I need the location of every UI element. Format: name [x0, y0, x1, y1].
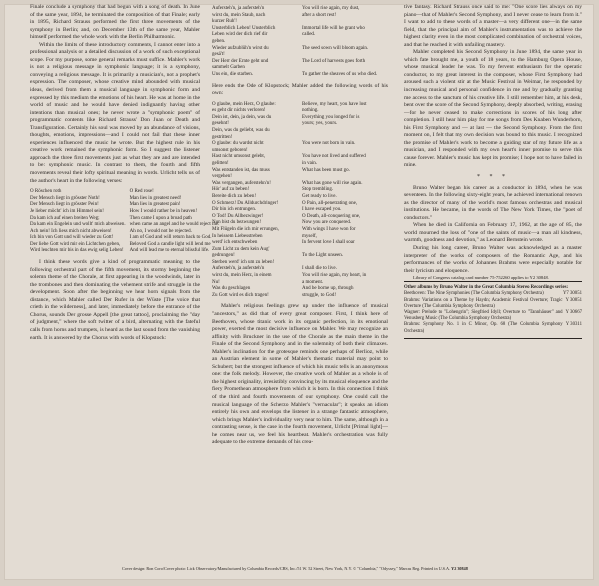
poem-line: Get ready to live. [302, 193, 337, 199]
poem-line: Mit Flügeln die ich mir errungen, [212, 226, 279, 232]
poem-line: Der Mensch liegt in grösster Noth! [30, 195, 100, 201]
poem-line: And be borne up, through [302, 286, 354, 292]
poem-line: Da kam ich auf einen breiten Weg; [30, 215, 100, 221]
poem-german [212, 6, 298, 79]
poem-line: You will rise again, my heart, in [302, 273, 367, 279]
poem-line: Ich bin von Gott und will wieder zu Gott! [30, 235, 114, 241]
album-title: Brahms: Symphony No. 1 in C Minor, Op. 68 (The Columbia Symphony Orchestra) [404, 322, 563, 334]
poem-line: Nu! [212, 279, 220, 285]
poem-line: O glaube, mein Herz, O glaube: [212, 101, 276, 107]
poem-line: Ah no, I would not be rejected. [129, 228, 192, 234]
poem-line: Aufersteh'n, ja aufersteh'n [212, 6, 265, 11]
poem-line: kurzer Ruh'! [212, 19, 237, 25]
poem-line [302, 19, 388, 26]
poem-line: Believe, my heart, you have lost [302, 101, 367, 107]
poem-line: nothing. [302, 108, 319, 114]
album-code: Y 30311 [565, 322, 582, 328]
poem-line: Aufersteh'n, ja aufersteh'n [212, 266, 265, 272]
poem-line [302, 128, 388, 135]
poem-line: called. [302, 32, 316, 38]
paragraph: Mahler's religious feelings grew up under the influence of musical "ancestors," as did that of every great composer. First, I think here of Beethoven, whose titanic work in its organic perfection, in its emotional power, exerted the most decisive influence on Mahler. We may recognize an affinity with Bruckner in the use of the Chorale as the main theme in the Finale of the Second Symphony and in the solemnity of both their climaxes. Mahler's inclination for the grotesque reminds one perhaps of Berlioz, while an Austrian element in some of Mahler's thematic material may point to Schubert; but the strongest influence of which his music tells is an anonymous one: the folk melody. However, the creative work of Mahler as a whole is of the highest originality, irresistibly convincing by its musical eloquence and the fiery Promethean atmosphere from which it is born. In this connection I think of the third and fourth movements of our symphony. One could call the musical language of the Scherzo Mahler's "vernacular"; it speaks an idiom entirely his own and envelops the listener in a strange fantastic atmosphere, which brings Mahler's individuality very near to him. The same, although in a contrasting sense, is the case in the fourth movement, Urlicht [Primal light]—he comes near us, we feel his heartbeat. Mahler's orchestration was fully adequate to the extreme demands of his crea- [212, 303, 388, 446]
poem-line: gelitten! [212, 160, 229, 166]
poem-line [302, 65, 388, 72]
poem-line: Dein, was du geliebt, was du [212, 128, 270, 133]
poem-english [130, 189, 220, 255]
liner-notes-sleeve [4, 4, 594, 580]
poem-line: Bereite dich zu leben! [212, 193, 257, 199]
poem-english [302, 6, 388, 79]
poem-line [302, 148, 388, 155]
poem-line: Dir bin ich entrungen. [212, 207, 257, 213]
poem-line: gesä't! [212, 52, 225, 58]
credits-text: Cover design: Ron Coro/Cover photo: Lick Observatory/Manufactured by Columbia Records/CBS, Inc./51 W. 52 Street, New York, N.Y. © "Columbia," "Odyssey," Marcas Reg. Printed in U.S.A. [122, 566, 451, 571]
poem-line: werd' ich entschweben [212, 240, 258, 246]
poem-line: How I would rather be in heaven! [129, 208, 198, 214]
poem-line: What has been must go. [302, 167, 350, 173]
poem-english [302, 102, 388, 300]
poem-line: Dein ist, dein, ja dein, was du [212, 114, 272, 120]
poem-line: I shall die to live. [302, 266, 337, 272]
poem-line: You were not born in vain. [302, 141, 356, 147]
poem-line: I have escaped you. [302, 207, 342, 213]
poem-line: Sterben werd' ich um zu leben! [212, 259, 275, 265]
paragraph: Within the limits of these introductory comments, I cannot enter into a professional analysis or a detailed discussion of a work of such exceptional scope. For my purpose, some general remarks must suffice. Mahler's work is not a religious message in symphonic language; it is a symphony, conveying a religious message. It is primarily a musician's, not a prophet's expression. The composer, whose creative mind abounded with musical ideas, derived from them a musical language in symphonic form and expressed by this medium the emotions of his heart. He was at home in the world of music and he would have denied indignantly having other intentions than musical ones; he never wrote a "symphonic poem" of programmatic contents like Richard Strauss' Don Juan or Death and Transfiguration. Certainly his soul was moved by an abundance of visions, thoughts, emotions, impressions—and I could not fail that these inner experiences influenced the music he wrote. But the highest rule in his creative work remained the symphonic form. So I suggest the listener approach the three first movements just as what they are and are intended to be: symphonic music. In contrast to them, the fourth and fifth movements reveal their lofty spiritual meaning in words. Urlicht tells us of the author's heart in the following verses: [30, 41, 200, 184]
poem-line: Wieder aufzublüh'n wirst du [212, 45, 269, 51]
poem-line [302, 39, 388, 46]
paragraph: During his long career, Bruno Walter was acknowledged as a master interpreter of the works of composers of the Romantic Age, and his performances of the works of Johannes Brahms were especially notable for their lyricism and eloquence. [404, 244, 582, 274]
poem-line [302, 174, 388, 181]
poem-line: gesehnt! [212, 121, 229, 127]
poem-german [30, 189, 126, 255]
poem-line [302, 260, 388, 267]
poem-line: Hast nicht umsonst gelebt, [212, 154, 266, 160]
album-code: Y 30851 [565, 297, 582, 303]
poem-line: In fervent love I shall soar [302, 240, 355, 246]
poem-line: Was du geschlagen [212, 286, 251, 292]
poem-line: You have not lived and suffered [302, 154, 366, 160]
poem-line: Zum Licht zu dem kein Aug' [212, 246, 270, 252]
poem-line: Now you are conquered. [302, 220, 352, 226]
poem-line: In heissem Liebesstreben [212, 233, 263, 239]
poem-line: O glaube: du wardst nicht [212, 141, 264, 147]
poem-line: Wird leuchten mir bis in das ewig selig Leben! [30, 248, 124, 254]
poem-german [212, 102, 298, 300]
poem-line: Unsterblich Leben! Unsterblich [212, 25, 276, 31]
poem-line: Was entstanden ist, das muss [212, 167, 270, 173]
poem-line: I am of God and will return back to God. [129, 235, 212, 241]
poem-line: The seed sown will bloom again. [302, 45, 369, 51]
poem-line: Man lies in greatest need! [129, 195, 182, 201]
poem-line: Then came I upon a broad path [129, 215, 192, 221]
poem-line: Ach nein! Ich liess mich nicht abweisen! [30, 228, 112, 234]
liner-column-2 [212, 4, 388, 560]
paragraph: Mahler completed his Second Symphony in June 1894, the same year in which fate brought me, a youth of 18 years, to the Hamburg Opera House, whose musical leader he was. To my fervent enthusiasm for the operatic conductor, to my great interest in the composer, whose First Symphony had aroused such a violent stir at the Music Festival in Weimar, he responded by increasing musical and personal confidence in me and by gradually granting me access to the sanctum of his creative life. I still remember him, at his desk, bent over the score of the Second Symphony, deeply absorbed, writing, erasing—for he never ceased to make corrections in scores of his long after completion. I still hear him play for me songs from Des Knaben Wunderhorn, his First Symphony and — at last — the Second Symphony. From the first moment on, I felt that my own decision was bound to this music. I recognized the promise of Mahler's work to become a guiding star of my future life as a musician, and I responded with my own heart's inner promise to serve this cause forever. Mahler's music has kept its promise; I hope not to have failed in mine. [404, 49, 582, 169]
poem-line: after a short rest! [302, 12, 337, 18]
poem-line: Leben wird der dich rief dir [212, 32, 268, 38]
poem-line: To the Light unseen. [302, 253, 344, 259]
poem-line: geben. [212, 38, 226, 44]
poem-line: Stop trembling. [302, 187, 334, 193]
poem-line: Der liebe Gott wird mir ein Lichtchen geben, [30, 241, 121, 247]
poem-line: O Röschen roth [30, 189, 62, 195]
other-albums-list [404, 291, 582, 334]
paragraph: Bruno Walter began his career as a conductor in 1894, when he was seventeen. In the following sixty-eight years, he achieved international renown as the director of many of the world's most famous orchestras and musical institutions. He became, in the words of The New York Times, the "poet of conductors." [404, 184, 582, 221]
poem-line: The Lord of harvests goes forth [302, 58, 366, 64]
poem-line: What has gone will rise again. [302, 180, 363, 186]
poem-line [302, 247, 388, 254]
poem-line: And will lead me to eternal blissful life. [129, 248, 210, 254]
album-entry [404, 298, 582, 310]
poem-line: Hör' auf zu beben! [212, 187, 250, 193]
catalog-number: Y2 30848 [451, 566, 468, 571]
poem-line: With wings I have won for [302, 226, 356, 232]
album-code: Y 30667 [565, 309, 582, 315]
poem-line [302, 52, 388, 59]
liner-column-3 [404, 4, 582, 560]
paragraph: When he died in California on February 17, 1962, at the age of 85, the world mourned the loss of "one of the saints of music—a man all kindness, warmth, goodness and devotion," as Leonard Bernstein wrote. [404, 222, 582, 244]
poem-line: Zu Gott wird es dich tragen! [212, 292, 269, 298]
album-title: Beethoven: The Nine Symphonies (The Columbia Symphony Orchestra) [404, 291, 544, 297]
poem-line: Der Mensch liegt in grösster Pein! [30, 202, 99, 208]
poem-line: Da kam ein Engelein und wollt' mich abweisen. [30, 222, 126, 228]
poem-line: O Schmerz! Du Alldurchdringer! [212, 200, 279, 206]
poem-line: Der Herr der Ernte geht und [212, 58, 269, 64]
section-divider: * * * [477, 174, 509, 181]
poem-line: struggle, to God! [302, 292, 337, 298]
poem-line: Immortal life will he grant who [302, 25, 365, 31]
poem-line: Was vergangen, auferstehn'n! [212, 180, 271, 186]
poem-line: You will rise again, my dust, [302, 6, 360, 11]
album-entry [404, 322, 582, 334]
poem-line: wirst du, mein Herz, in einem [212, 273, 272, 279]
poem-line: Je lieber möcht' ich im Himmel sein! [30, 208, 104, 214]
album-title: Brahms: Variations on a Theme by Haydn; Academic Festival Overture; Tragic Overture (The Columbia Symphony Orchestra) [404, 297, 563, 309]
album-title: Wagner: Prelude to "Lohengrin"; Siegfried Idyll; Overture to "Tannhäuser" and Venusberg Music (The Columbia Symphony Orchestra) [404, 309, 563, 322]
poem-line: yours; yes, yours. [302, 121, 338, 127]
mahler-verses [212, 102, 388, 300]
urlicht-poem [30, 189, 220, 255]
poem-line: es geht dir nichts verloren! [212, 108, 266, 114]
poem-line: umsonst geboren! [212, 147, 248, 153]
poem-line: O Death, all-conquering one, [302, 213, 361, 219]
poem-line: O Pain, all-penetrating one, [302, 200, 358, 206]
poem-line: wirst du, mein Staub, nach [212, 12, 266, 18]
poem-line: gedrungen! [212, 253, 235, 259]
poem-line: gestritten! [212, 134, 233, 140]
poem-line: when came an angel and he would reject me. [129, 222, 220, 228]
klopstock-ode [212, 6, 388, 79]
credits-line [122, 566, 592, 571]
poem-line: a moment. [302, 279, 324, 285]
paragraph: Finale conclude a symphony that had begun with a song of death. In June of the same year, 1894, he terminated the composition of that Finale; early in 1895, Richard Strauss performed the first three movements of the symphony in Berlin; and, on December 13th of the same year, Mahler himself performed the whole work with the Berlin Philharmonic. [30, 4, 200, 41]
poem-line: Beloved God a candle light will lend me [129, 241, 211, 247]
poem-line: O Red rose! [129, 189, 154, 195]
poem-line: Uns ein, die starben. [212, 71, 253, 77]
library-of-congress-note: Library of Congress catalog card number 75-752260 applies to Y2 30848. [413, 275, 549, 281]
poem-line: Man lies in greatest pain! [129, 202, 181, 208]
other-albums-box [404, 281, 582, 339]
other-albums-heading: Other albums by Bruno Walter in the Great Columbia Stereo Recordings series: [404, 285, 569, 291]
poem-line: O Tod! Du Allbezwinger! [212, 213, 264, 219]
interlude-text: Here ends the Ode of Klopstock; Mahler added the following words of his own: [212, 82, 388, 97]
poem-line: To gather the sheaves of us who died. [302, 71, 378, 77]
album-entry [404, 310, 582, 322]
album-code: Y7 30051 [562, 291, 582, 297]
poem-line: sammelt Garben [212, 65, 245, 71]
paragraph: I think these words give a kind of programmatic meaning to the following orchestral part of the fifth movement, its stormy beginning the solemn theme of the Chorale, at first appearing in the woodwinds, later in the trombones and then dominating the vehement strife and struggle in the development. Soon after the beginning we hear horn signals from the distance, which Mahler called Der Rufer in der Wüste [The voice that crieth in the wilderness], and later, immediately before the entrance of the Chorus, sounds Der grosse Appell [the great tattoo], proclaiming the "day of judgment," where the soft twitter of a bird, alternating with the fateful calls from horns and trumpets, is heard as the last sound from the vanishing earth. It is answered by the Chorus with words of Klopstock: [30, 259, 200, 341]
poem-line: vergehen! [212, 174, 232, 180]
poem-line: Nun bist du bezwungen! [212, 220, 262, 226]
paragraph: tive fantasy. Richard Strauss once said to me: "One score lies always on my piano—that of Mahler's Second Symphony, and I never cease to learn from it." I want to add to these words of a master—a very different one—in the same field, that the principal aim of Mahler's instrumentation was to achieve the highest clarity even in the most complicated combination of orchestral voices, and that he reached it with unfailing mastery. [404, 4, 582, 48]
poem-line: myself, [302, 233, 317, 239]
poem-line: in vain. [302, 160, 317, 166]
poem-line [302, 135, 388, 142]
poem-line: Everything you longed for is [302, 114, 360, 120]
